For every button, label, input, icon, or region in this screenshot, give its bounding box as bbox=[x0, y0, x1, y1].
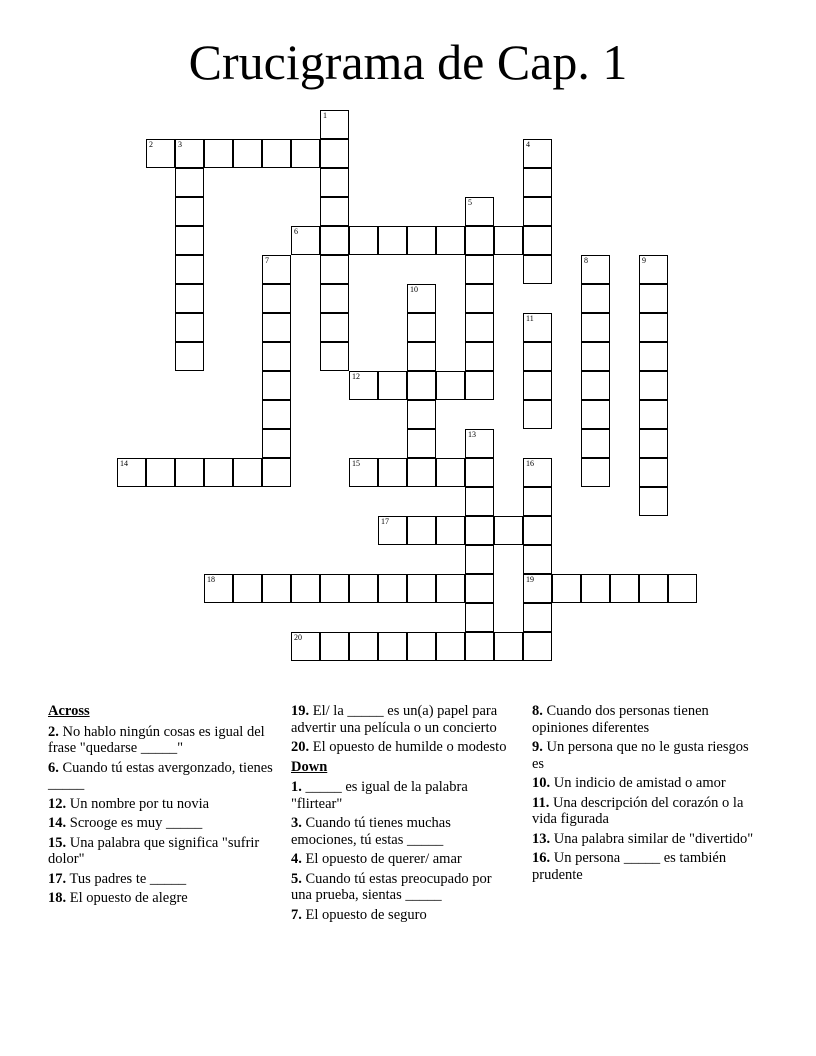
crossword-cell[interactable] bbox=[552, 574, 581, 603]
crossword-cell[interactable] bbox=[465, 255, 494, 284]
crossword-cell[interactable] bbox=[291, 226, 320, 255]
clue-item bbox=[291, 871, 511, 904]
crossword-cell[interactable] bbox=[407, 313, 436, 342]
crossword-cell[interactable] bbox=[146, 458, 175, 487]
crossword-cell[interactable] bbox=[291, 574, 320, 603]
crossword-cell[interactable] bbox=[639, 574, 668, 603]
clue-number-label: 11 bbox=[526, 314, 534, 323]
crossword-cell[interactable] bbox=[639, 429, 668, 458]
clue-number-label: 14 bbox=[120, 459, 128, 468]
crossword-cell[interactable] bbox=[581, 371, 610, 400]
clue-text: Cuando tú estas preocupado por una prueba, sientas _____ bbox=[291, 870, 492, 903]
crossword-cell[interactable] bbox=[465, 429, 494, 458]
crossword-cell[interactable] bbox=[465, 284, 494, 313]
clue-item bbox=[48, 815, 276, 832]
crossword-cell[interactable] bbox=[581, 429, 610, 458]
crossword-cell[interactable] bbox=[581, 255, 610, 284]
clue-item bbox=[48, 890, 276, 907]
crossword-cell[interactable] bbox=[523, 516, 552, 545]
crossword-cell[interactable] bbox=[262, 429, 291, 458]
clue-number: 2. bbox=[48, 723, 59, 740]
crossword-cell[interactable] bbox=[436, 371, 465, 400]
crossword-cell[interactable] bbox=[320, 255, 349, 284]
crossword-cell[interactable] bbox=[581, 342, 610, 371]
clue-text: Tus padres te _____ bbox=[66, 870, 187, 887]
crossword-cell[interactable] bbox=[668, 574, 697, 603]
crossword-cell[interactable] bbox=[523, 342, 552, 371]
down-heading: Down bbox=[291, 758, 328, 775]
clue-number: 8. bbox=[532, 703, 543, 719]
clue-item bbox=[48, 835, 276, 868]
clue-number-label: 10 bbox=[410, 285, 418, 294]
crossword-cell[interactable] bbox=[378, 574, 407, 603]
crossword-cell[interactable] bbox=[465, 574, 494, 603]
crossword-cell[interactable] bbox=[523, 458, 552, 487]
crossword-cell[interactable] bbox=[465, 226, 494, 255]
crossword-cell[interactable] bbox=[407, 574, 436, 603]
crossword-cell[interactable] bbox=[262, 371, 291, 400]
crossword-cell[interactable] bbox=[407, 226, 436, 255]
crossword-cell[interactable] bbox=[262, 313, 291, 342]
crossword-cell[interactable] bbox=[320, 226, 349, 255]
crossword-cell[interactable] bbox=[262, 255, 291, 284]
crossword-cell[interactable] bbox=[349, 632, 378, 661]
clue-number: 18. bbox=[48, 890, 67, 906]
crossword-cell[interactable] bbox=[320, 632, 349, 661]
clue-number: 1. bbox=[291, 779, 302, 795]
crossword-cell[interactable] bbox=[320, 284, 349, 313]
crossword-cell[interactable] bbox=[146, 139, 175, 168]
clue-number: 10. bbox=[532, 775, 551, 791]
crossword-cell[interactable] bbox=[523, 371, 552, 400]
crossword-cell[interactable] bbox=[523, 226, 552, 255]
clue-text: Una palabra que significa "sufrir dolor" bbox=[48, 834, 260, 867]
clue-number-label: 13 bbox=[468, 430, 476, 439]
crossword-cell[interactable] bbox=[204, 139, 233, 168]
crossword-cell[interactable] bbox=[233, 458, 262, 487]
crossword-cell[interactable] bbox=[175, 284, 204, 313]
clues-column-2 bbox=[291, 703, 511, 926]
clue-text: El opuesto de seguro bbox=[301, 906, 427, 923]
crossword-cell[interactable] bbox=[349, 371, 378, 400]
crossword-cell[interactable] bbox=[465, 487, 494, 516]
clue-item bbox=[48, 724, 276, 757]
clue-number-label: 17 bbox=[381, 517, 389, 526]
clue-text: El opuesto de humilde o modesto bbox=[309, 739, 507, 755]
crossword-cell[interactable] bbox=[494, 516, 523, 545]
crossword-cell[interactable] bbox=[407, 342, 436, 371]
crossword-cell[interactable] bbox=[523, 545, 552, 574]
clue-number-label: 18 bbox=[207, 575, 215, 584]
crossword-cell[interactable] bbox=[436, 632, 465, 661]
down-clue-list-continued bbox=[532, 703, 762, 883]
crossword-cell[interactable] bbox=[523, 632, 552, 661]
crossword-cell[interactable] bbox=[581, 284, 610, 313]
crossword-cell[interactable] bbox=[436, 226, 465, 255]
crossword-cell[interactable] bbox=[262, 400, 291, 429]
clue-number-label: 9 bbox=[642, 256, 646, 265]
crossword-cell[interactable] bbox=[320, 139, 349, 168]
crossword-cell[interactable] bbox=[233, 139, 262, 168]
clue-text: _____ es igual de la palabra "flirtear" bbox=[291, 779, 468, 812]
crossword-cell[interactable] bbox=[320, 110, 349, 139]
clue-text: Un persona que no le gusta riesgos es bbox=[532, 739, 749, 772]
clue-text: Cuando tú estas avergonzado, tienes _____ bbox=[48, 759, 273, 792]
clue-number: 9. bbox=[532, 739, 543, 755]
crossword-cell[interactable] bbox=[262, 139, 291, 168]
crossword-cell[interactable] bbox=[175, 255, 204, 284]
crossword-cell[interactable] bbox=[523, 139, 552, 168]
crossword-cell[interactable] bbox=[523, 603, 552, 632]
clue-item bbox=[532, 831, 762, 848]
crossword-cell[interactable] bbox=[378, 226, 407, 255]
crossword-cell[interactable] bbox=[175, 226, 204, 255]
crossword-cell[interactable] bbox=[465, 458, 494, 487]
crossword-cell[interactable] bbox=[465, 313, 494, 342]
clue-text: Un indicio de amistad o amor bbox=[550, 775, 726, 791]
across-clue-list bbox=[48, 724, 276, 907]
crossword-cell[interactable] bbox=[175, 139, 204, 168]
clue-number: 11. bbox=[532, 794, 550, 811]
crossword-cell[interactable] bbox=[175, 168, 204, 197]
clue-number-label: 12 bbox=[352, 372, 360, 381]
crossword-cell[interactable] bbox=[320, 168, 349, 197]
crossword-cell[interactable] bbox=[436, 574, 465, 603]
clues-column-1 bbox=[48, 703, 276, 910]
crossword-cell[interactable] bbox=[639, 342, 668, 371]
crossword-cell[interactable] bbox=[465, 371, 494, 400]
crossword-cell[interactable] bbox=[204, 458, 233, 487]
crossword-cell[interactable] bbox=[523, 197, 552, 226]
crossword-cell[interactable] bbox=[349, 458, 378, 487]
clue-item bbox=[532, 739, 762, 772]
crossword-cell[interactable] bbox=[378, 371, 407, 400]
crossword-cell[interactable] bbox=[378, 632, 407, 661]
clue-number-label: 8 bbox=[584, 256, 588, 265]
crossword-cell[interactable] bbox=[407, 516, 436, 545]
clue-text: Cuando dos personas tienen opiniones diferentes bbox=[532, 703, 709, 736]
crossword-cell[interactable] bbox=[407, 429, 436, 458]
crossword-cell[interactable] bbox=[639, 400, 668, 429]
crossword-cell[interactable] bbox=[494, 226, 523, 255]
crossword-cell[interactable] bbox=[320, 342, 349, 371]
clue-number: 19. bbox=[291, 703, 310, 719]
crossword-cell[interactable] bbox=[523, 574, 552, 603]
clue-text: El/ la _____ es un(a) papel para advertir una película o un concierto bbox=[291, 703, 498, 736]
crossword-cell[interactable] bbox=[175, 342, 204, 371]
crossword-cell[interactable] bbox=[465, 342, 494, 371]
clue-item bbox=[48, 760, 276, 793]
crossword-cell[interactable] bbox=[436, 516, 465, 545]
clue-number: 13. bbox=[532, 830, 551, 847]
clue-number-label: 19 bbox=[526, 575, 534, 584]
crossword-cell[interactable] bbox=[494, 632, 523, 661]
crossword-cell[interactable] bbox=[117, 458, 146, 487]
clue-text: Una descripción del corazón o la vida figurada bbox=[532, 794, 744, 827]
crossword-cell[interactable] bbox=[523, 313, 552, 342]
clue-number-label: 15 bbox=[352, 459, 360, 468]
crossword-cell[interactable] bbox=[262, 342, 291, 371]
clue-number-label: 3 bbox=[178, 140, 182, 149]
crossword-cell[interactable] bbox=[291, 139, 320, 168]
crossword-cell[interactable] bbox=[320, 313, 349, 342]
crossword-cell[interactable] bbox=[204, 574, 233, 603]
clue-item bbox=[291, 851, 511, 868]
crossword-cell[interactable] bbox=[436, 458, 465, 487]
crossword-cell[interactable] bbox=[523, 487, 552, 516]
clue-number-label: 7 bbox=[265, 256, 269, 265]
clue-number-label: 5 bbox=[468, 198, 472, 207]
crossword-cell[interactable] bbox=[175, 313, 204, 342]
clue-number: 7. bbox=[291, 906, 302, 923]
crossword-cell[interactable] bbox=[581, 574, 610, 603]
clue-text: Un nombre por tu novia bbox=[66, 795, 210, 812]
crossword-cell[interactable] bbox=[407, 371, 436, 400]
clue-number: 3. bbox=[291, 815, 302, 831]
clue-item bbox=[532, 795, 762, 828]
crossword-cell[interactable] bbox=[349, 226, 378, 255]
crossword-cell[interactable] bbox=[639, 487, 668, 516]
crossword-cell[interactable] bbox=[378, 458, 407, 487]
clue-number-label: 1 bbox=[323, 111, 327, 120]
crossword-cell[interactable] bbox=[407, 284, 436, 313]
across-heading: Across bbox=[48, 703, 90, 719]
crossword-cell[interactable] bbox=[523, 400, 552, 429]
clue-number: 15. bbox=[48, 834, 67, 851]
clue-item bbox=[291, 739, 511, 756]
crossword-cell[interactable] bbox=[639, 313, 668, 342]
crossword-cell[interactable] bbox=[465, 632, 494, 661]
clue-item bbox=[48, 871, 276, 888]
down-clue-list bbox=[291, 779, 511, 923]
clue-number: 4. bbox=[291, 851, 302, 867]
crossword-cell[interactable] bbox=[175, 458, 204, 487]
crossword-cell[interactable] bbox=[262, 574, 291, 603]
page-title: Crucigrama de Cap. 1 bbox=[188, 34, 628, 90]
clue-number: 5. bbox=[291, 870, 302, 887]
clues-column-3 bbox=[532, 703, 762, 886]
crossword-cell[interactable] bbox=[523, 255, 552, 284]
clue-item bbox=[291, 703, 511, 736]
clue-number: 20. bbox=[291, 739, 310, 755]
crossword-cell[interactable] bbox=[233, 574, 262, 603]
crossword-cell[interactable] bbox=[262, 458, 291, 487]
crossword-cell[interactable] bbox=[581, 313, 610, 342]
crossword-cell[interactable] bbox=[320, 197, 349, 226]
crossword-cell[interactable] bbox=[378, 516, 407, 545]
crossword-cell[interactable] bbox=[175, 197, 204, 226]
crossword-cell[interactable] bbox=[639, 284, 668, 313]
clue-number-label: 2 bbox=[149, 140, 153, 149]
clue-text: El opuesto de alegre bbox=[66, 890, 188, 906]
clue-item bbox=[291, 779, 511, 812]
clue-number-label: 4 bbox=[526, 140, 530, 149]
clue-text: Una palabra similar de "divertido" bbox=[550, 830, 754, 847]
clue-item bbox=[48, 796, 276, 813]
clue-text: Scrooge es muy _____ bbox=[66, 815, 203, 831]
crossword-cell[interactable] bbox=[581, 458, 610, 487]
clue-number-label: 16 bbox=[526, 459, 534, 468]
crossword-cell[interactable] bbox=[465, 603, 494, 632]
crossword-cell[interactable] bbox=[407, 458, 436, 487]
crossword-cell[interactable] bbox=[465, 516, 494, 545]
crossword-cell[interactable] bbox=[639, 371, 668, 400]
clue-text: Un persona _____ es también prudente bbox=[532, 850, 727, 883]
clue-number: 16. bbox=[532, 850, 551, 866]
crossword-cell[interactable] bbox=[639, 458, 668, 487]
clue-item bbox=[291, 815, 511, 848]
crossword-cell[interactable] bbox=[639, 255, 668, 284]
clue-text: El opuesto de querer/ amar bbox=[301, 851, 462, 867]
across-clue-list-continued bbox=[291, 703, 511, 756]
clue-number: 17. bbox=[48, 870, 67, 887]
crossword-cell[interactable] bbox=[320, 574, 349, 603]
crossword-cell[interactable] bbox=[465, 197, 494, 226]
clue-item bbox=[532, 703, 762, 736]
clue-number: 12. bbox=[48, 795, 67, 812]
clue-number-label: 6 bbox=[294, 227, 298, 236]
clue-number: 14. bbox=[48, 815, 67, 831]
clue-item bbox=[291, 907, 511, 924]
clue-text: Cuando tú tienes muchas emociones, tú estas _____ bbox=[291, 815, 451, 848]
crossword-cell[interactable] bbox=[610, 574, 639, 603]
clue-text: No hablo ningún cosas es igual del frase "quedarse _____" bbox=[48, 723, 265, 756]
clue-item bbox=[532, 775, 762, 792]
crossword-cell[interactable] bbox=[465, 545, 494, 574]
crossword-cell[interactable] bbox=[291, 632, 320, 661]
crossword-cell[interactable] bbox=[262, 284, 291, 313]
crossword-cell[interactable] bbox=[581, 400, 610, 429]
crossword-cell[interactable] bbox=[407, 632, 436, 661]
crossword-cell[interactable] bbox=[523, 168, 552, 197]
clue-item bbox=[532, 850, 762, 883]
clue-number: 6. bbox=[48, 759, 59, 776]
clue-number-label: 20 bbox=[294, 633, 302, 642]
crossword-cell[interactable] bbox=[349, 574, 378, 603]
crossword-cell[interactable] bbox=[407, 400, 436, 429]
